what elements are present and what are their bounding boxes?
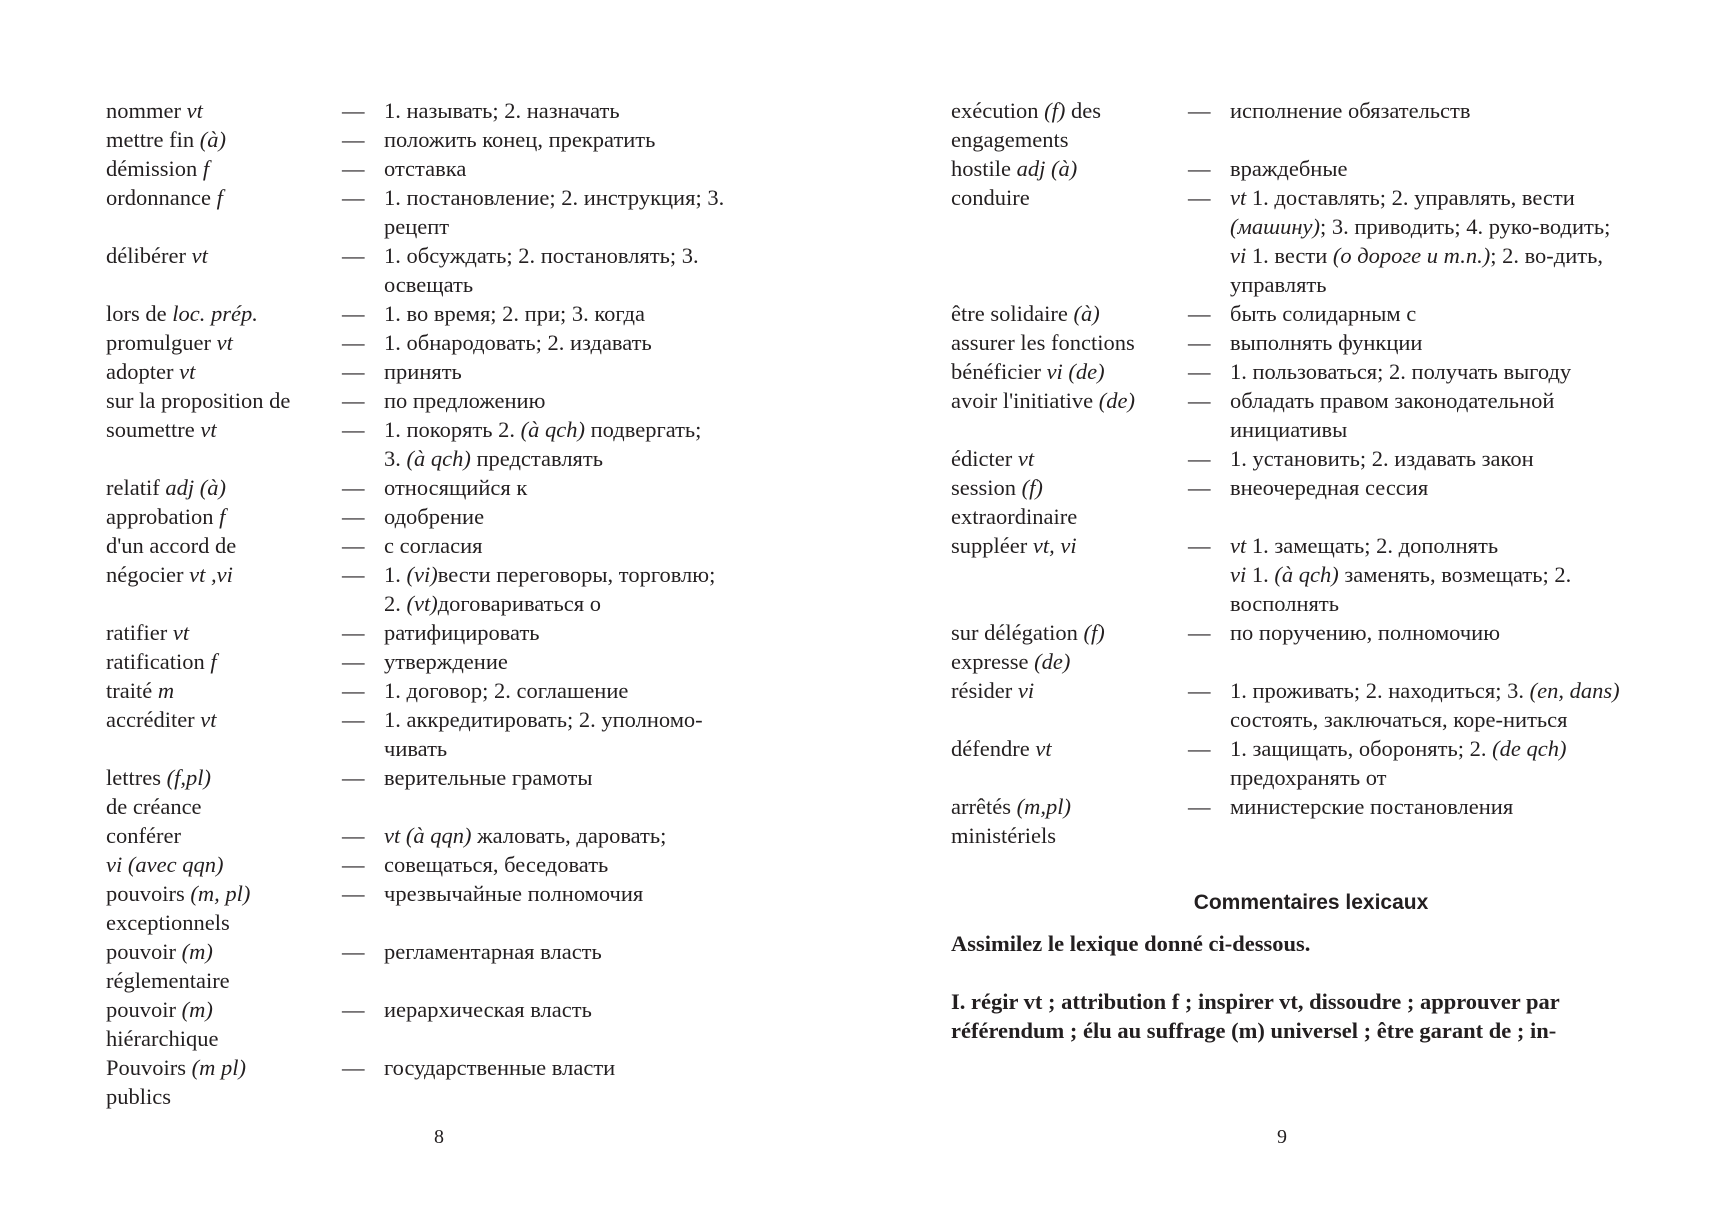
right-page — [951, 96, 1671, 1045]
entry-translation: регламентарная власть — [384, 939, 602, 964]
dash: — — [342, 649, 365, 674]
glossary-entry — [951, 618, 1671, 676]
entry-term: ordonnance f — [106, 185, 223, 210]
entry-translation: по поручению, полномочию — [1230, 620, 1501, 645]
entry-translation: vt 1. доставлять; 2. управлять, вести (машину); 3. приводить; 4. руко-водить; vi 1. вести (о дороге и т.п.); 2. во-дить, управлять — [1230, 185, 1611, 297]
entry-translation: государственные власти — [384, 1055, 616, 1080]
glossary-entry — [951, 444, 1671, 473]
glossary-entry — [106, 821, 806, 850]
glossary-entry — [106, 96, 806, 125]
dash: — — [342, 939, 365, 964]
dash: — — [1188, 388, 1211, 413]
entry-term: lors de loc. prép. — [106, 301, 258, 326]
entry-term: exécution (f) des engagements — [951, 98, 1101, 152]
dash: — — [342, 330, 365, 355]
entry-translation: выполнять функции — [1230, 330, 1423, 355]
instruction: Assimilez le lexique donné ci-dessous. — [951, 931, 1311, 956]
glossary-entry — [951, 96, 1671, 154]
glossary-entry — [951, 183, 1671, 299]
dash: — — [342, 1055, 365, 1080]
dash: — — [342, 533, 365, 558]
entry-term: ratifier vt — [106, 620, 190, 645]
dash: — — [342, 127, 365, 152]
glossary-entry — [106, 560, 806, 618]
entry-term: accréditer vt — [106, 707, 217, 732]
entry-term: d'un accord de — [106, 533, 237, 558]
glossary-entry — [951, 328, 1671, 357]
entry-term: suppléer vt, vi — [951, 533, 1077, 558]
entry-translation: исполнение обязательств — [1230, 98, 1471, 123]
dash: — — [342, 359, 365, 384]
entry-translation: 1. во время; 2. при; 3. когда — [384, 301, 645, 326]
glossary-entry — [106, 995, 806, 1053]
entry-translation: министерские постановления — [1230, 794, 1514, 819]
entry-translation: чрезвычайные полномочия — [384, 881, 644, 906]
entry-term: traité m — [106, 678, 175, 703]
entry-term: pouvoirs (m, pl) exceptionnels — [106, 881, 251, 935]
section-title: Commentaires lexicaux — [1193, 891, 1429, 914]
entry-translation: 1. постановление; 2. инструкция; 3. рецепт — [384, 185, 725, 239]
glossary-entry — [106, 647, 806, 676]
dash: — — [342, 388, 365, 413]
glossary-entry — [106, 705, 806, 763]
dash: — — [1188, 156, 1211, 181]
entry-translation: утверждение — [384, 649, 508, 674]
entry-term: Pouvoirs (m pl) publics — [106, 1055, 247, 1109]
entry-translation: иерархическая власть — [384, 997, 592, 1022]
exercise-text: I. régir vt ; attribution f ; inspirer vt, dissoudre ; approuver par référendum ; élu au suffrage (m) universel ; être garant de ; in- — [951, 989, 1560, 1043]
dash: — — [1188, 794, 1211, 819]
dash: — — [342, 156, 365, 181]
glossary-entry — [106, 676, 806, 705]
entry-translation: по предложению — [384, 388, 546, 413]
entry-term: nommer vt — [106, 98, 203, 123]
glossary-entry — [951, 357, 1671, 386]
entry-term: adopter vt — [106, 359, 196, 384]
entry-term: défendre vt — [951, 736, 1052, 761]
dash: — — [342, 765, 365, 790]
glossary-entry — [951, 734, 1671, 792]
entry-translation: ратифицировать — [384, 620, 540, 645]
glossary-entry — [951, 386, 1671, 444]
dash: — — [1188, 678, 1211, 703]
entry-term: arrêtés (m,pl) ministériels — [951, 794, 1071, 848]
entry-term: mettre fin (à) — [106, 127, 226, 152]
dash: — — [342, 98, 365, 123]
entry-term: bénéficier vi (de) — [951, 359, 1105, 384]
entry-translation: принять — [384, 359, 462, 384]
entry-translation: 1. договор; 2. соглашение — [384, 678, 629, 703]
dash: — — [1188, 359, 1211, 384]
left-page — [106, 96, 806, 1111]
entry-translation: 1. установить; 2. издавать закон — [1230, 446, 1534, 471]
entry-term: négocier vt ,vi — [106, 562, 233, 587]
entry-term: hostile adj (à) — [951, 156, 1078, 181]
entry-translation: внеочередная сессия — [1230, 475, 1429, 500]
dash: — — [1188, 736, 1211, 761]
dash: — — [342, 562, 365, 587]
glossary-entry — [106, 386, 806, 415]
entry-translation: vt 1. замещать; 2. дополнять vi 1. (à qch) заменять, возмещать; 2. восполнять — [1230, 533, 1572, 616]
entry-term: conduire — [951, 185, 1030, 210]
dash: — — [1188, 330, 1211, 355]
glossary-entry — [106, 879, 806, 937]
glossary-entry — [951, 473, 1671, 531]
entry-term: être solidaire (à) — [951, 301, 1100, 326]
glossary-entry — [106, 299, 806, 328]
glossary-entry — [106, 502, 806, 531]
entry-term: édicter vt — [951, 446, 1035, 471]
entry-term: vi (avec qqn) — [106, 852, 224, 877]
dash: — — [1188, 446, 1211, 471]
glossary-entry — [106, 241, 806, 299]
dash: — — [342, 185, 365, 210]
dash: — — [1188, 475, 1211, 500]
glossary-entry — [951, 154, 1671, 183]
entry-translation: 1. проживать; 2. находиться; 3. (en, dans) состоять, заключаться, коре-ниться — [1230, 678, 1620, 732]
entry-translation: 1. называть; 2. назначать — [384, 98, 620, 123]
entry-translation: одобрение — [384, 504, 485, 529]
entry-translation: быть солидарным с — [1230, 301, 1417, 326]
entry-translation: 1. пользоваться; 2. получать выгоду — [1230, 359, 1572, 384]
glossary-entry — [106, 473, 806, 502]
dash: — — [1188, 98, 1211, 123]
glossary-entry — [106, 618, 806, 647]
entry-term: résider vi — [951, 678, 1035, 703]
dash: — — [342, 301, 365, 326]
glossary-entry — [951, 299, 1671, 328]
page-number-left: 8 — [434, 1126, 444, 1148]
entry-term: assurer les fonctions — [951, 330, 1135, 355]
entry-translation: 1. защищать, оборонять; 2. (de qch) предохранять от — [1230, 736, 1567, 790]
glossary-entry — [106, 328, 806, 357]
entry-translation: враждебные — [1230, 156, 1348, 181]
glossary-entry — [106, 531, 806, 560]
dash: — — [1188, 533, 1211, 558]
page-number-right: 9 — [1277, 1126, 1287, 1148]
glossary-entry — [106, 154, 806, 183]
dash: — — [1188, 301, 1211, 326]
dash: — — [342, 678, 365, 703]
glossary-entry — [106, 415, 806, 473]
entry-term: session (f) extraordinaire — [951, 475, 1078, 529]
dash: — — [342, 997, 365, 1022]
entry-translation: отставка — [384, 156, 467, 181]
glossary-entry — [106, 357, 806, 386]
entry-term: relatif adj (à) — [106, 475, 226, 500]
entry-term: sur la proposition de — [106, 388, 291, 413]
glossary-entry — [106, 183, 806, 241]
entry-term: pouvoir (m) réglementaire — [106, 939, 230, 993]
dash: — — [342, 620, 365, 645]
entry-translation: совещаться, беседовать — [384, 852, 609, 877]
entry-term: pouvoir (m) hiérarchique — [106, 997, 219, 1051]
dash: — — [342, 823, 365, 848]
glossary-entry — [951, 531, 1671, 618]
dash: — — [342, 504, 365, 529]
glossary-entry — [951, 792, 1671, 850]
dash: — — [342, 417, 365, 442]
entry-term: promulguer vt — [106, 330, 233, 355]
dash: — — [342, 475, 365, 500]
entry-term: lettres (f,pl) de créance — [106, 765, 211, 819]
entry-term: soumettre vt — [106, 417, 217, 442]
entry-term: avoir l'initiative (de) — [951, 388, 1136, 413]
entry-translation: обладать правом законодательной инициативы — [1230, 388, 1555, 442]
entry-translation: с согласия — [384, 533, 483, 558]
glossary-entry — [106, 125, 806, 154]
entry-translation: 1. аккредитировать; 2. уполномо-чивать — [384, 707, 703, 761]
entry-translation: 1. обсуждать; 2. постановлять; 3. освещать — [384, 243, 699, 297]
glossary-entry — [106, 763, 806, 821]
entry-term: approbation f — [106, 504, 226, 529]
entry-translation: 1. обнародовать; 2. издавать — [384, 330, 652, 355]
glossary-entry — [951, 676, 1671, 734]
dash: — — [342, 707, 365, 732]
entry-translation: 1. (vi)вести переговоры, торговлю; 2. (vt)договариваться о — [384, 562, 716, 616]
entry-term: conférer — [106, 823, 181, 848]
entry-translation: vt (à qqn) жаловать, даровать; — [384, 823, 667, 848]
dash: — — [342, 881, 365, 906]
glossary-entry — [106, 850, 806, 879]
dash: — — [1188, 185, 1211, 210]
entry-translation: 1. покорять 2. (à qch) подвергать; 3. (à qch) представлять — [384, 417, 702, 471]
entry-term: sur délégation (f) expresse (de) — [951, 620, 1105, 674]
dash: — — [342, 852, 365, 877]
glossary-entry — [106, 1053, 806, 1111]
entry-term: démission f — [106, 156, 210, 181]
entry-term: ratification f — [106, 649, 217, 674]
entry-translation: положить конец, прекратить — [384, 127, 656, 152]
glossary-entry — [106, 937, 806, 995]
entry-term: délibérer vt — [106, 243, 208, 268]
dash: — — [1188, 620, 1211, 645]
entry-translation: относящийся к — [384, 475, 528, 500]
dash: — — [342, 243, 365, 268]
entry-translation: верительные грамоты — [384, 765, 593, 790]
